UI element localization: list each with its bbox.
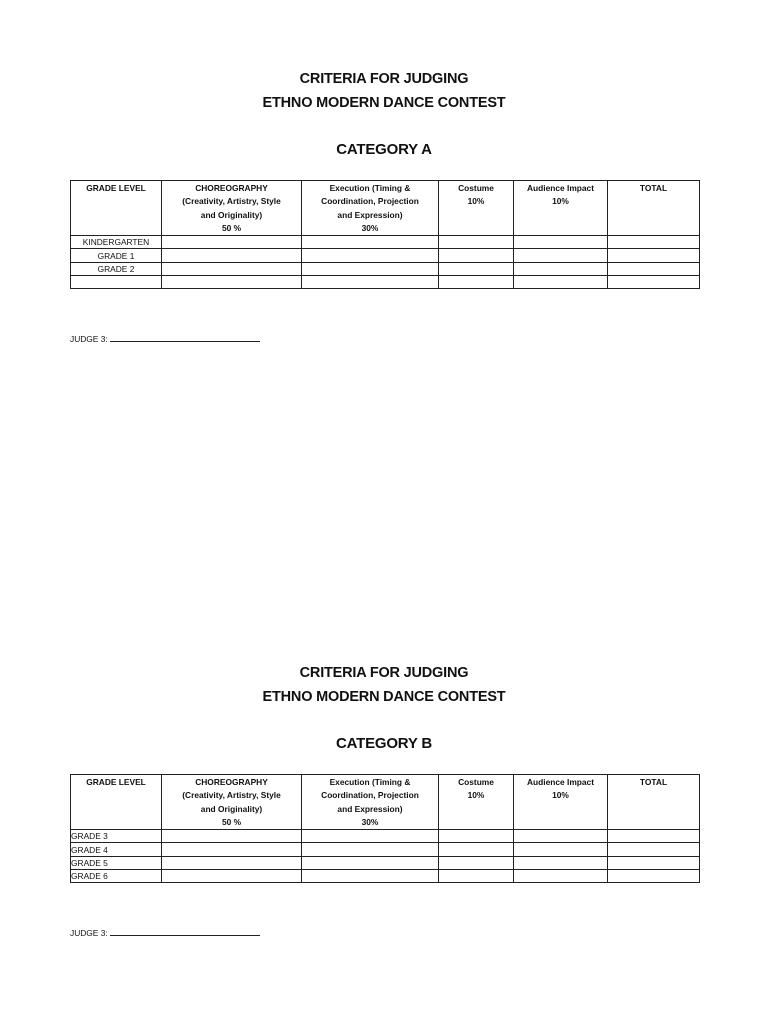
header-total: TOTAL <box>608 181 700 236</box>
audience-score-cell[interactable] <box>514 830 608 843</box>
document-title: CRITERIA FOR JUDGING <box>299 71 469 87</box>
scoring-table <box>70 180 700 289</box>
header-audience-impact: Audience Impact 10% <box>514 181 608 236</box>
header-grade-level: GRADE LEVEL <box>71 775 162 830</box>
audience-score-cell[interactable] <box>514 856 608 869</box>
grade-level-cell: GRADE 4 <box>71 843 162 856</box>
choreography-score-cell[interactable] <box>162 856 302 869</box>
category-heading: CATEGORY B <box>335 735 433 752</box>
header-total: TOTAL <box>608 775 700 830</box>
grade-level-cell: KINDERGARTEN <box>71 236 162 249</box>
judge-signature-line <box>70 927 260 938</box>
header-choreography: CHOREOGRAPHY (Creativity, Artistry, Style and Originality) 50 % <box>162 181 302 236</box>
choreography-score-cell[interactable] <box>162 262 302 275</box>
execution-score-cell[interactable] <box>302 262 439 275</box>
header-choreography: CHOREOGRAPHY (Creativity, Artistry, Style and Originality) 50 % <box>162 775 302 830</box>
total-score-cell[interactable] <box>608 870 700 883</box>
grade-level-cell: GRADE 2 <box>71 262 162 275</box>
total-score-cell[interactable] <box>608 276 700 289</box>
total-score-cell[interactable] <box>608 856 700 869</box>
total-score-cell[interactable] <box>608 262 700 275</box>
choreography-score-cell[interactable] <box>162 843 302 856</box>
grade-level-cell: GRADE 1 <box>71 249 162 262</box>
choreography-score-cell[interactable] <box>162 236 302 249</box>
audience-score-cell[interactable] <box>514 276 608 289</box>
table-row <box>71 843 700 856</box>
total-score-cell[interactable] <box>608 830 700 843</box>
choreography-score-cell[interactable] <box>162 249 302 262</box>
table-row <box>71 870 700 883</box>
table-header-row <box>71 775 700 830</box>
table-row <box>71 236 700 249</box>
costume-score-cell[interactable] <box>439 262 514 275</box>
judge-label: JUDGE 3: <box>70 928 108 938</box>
table-header-row <box>71 181 700 236</box>
table-row <box>71 249 700 262</box>
total-score-cell[interactable] <box>608 249 700 262</box>
costume-score-cell[interactable] <box>439 236 514 249</box>
header-costume: Costume 10% <box>439 181 514 236</box>
judge-signature-line <box>70 333 260 344</box>
audience-score-cell[interactable] <box>514 249 608 262</box>
header-execution: Execution (Timing & Coordination, Projection and Expression) 30% <box>302 181 439 236</box>
costume-score-cell[interactable] <box>439 249 514 262</box>
header-execution: Execution (Timing & Coordination, Projection and Expression) 30% <box>302 775 439 830</box>
signature-blank[interactable] <box>110 927 260 936</box>
scoring-table <box>70 774 700 883</box>
costume-score-cell[interactable] <box>439 870 514 883</box>
costume-score-cell[interactable] <box>439 830 514 843</box>
execution-score-cell[interactable] <box>302 249 439 262</box>
table-row <box>71 262 700 275</box>
table-row <box>71 830 700 843</box>
choreography-score-cell[interactable] <box>162 830 302 843</box>
grade-level-cell: GRADE 5 <box>71 856 162 869</box>
audience-score-cell[interactable] <box>514 870 608 883</box>
header-grade-level: GRADE LEVEL <box>71 181 162 236</box>
contest-name: ETHNO MODERN DANCE CONTEST <box>262 689 506 705</box>
audience-score-cell[interactable] <box>514 236 608 249</box>
execution-score-cell[interactable] <box>302 276 439 289</box>
costume-score-cell[interactable] <box>439 843 514 856</box>
audience-score-cell[interactable] <box>514 843 608 856</box>
document-title: CRITERIA FOR JUDGING <box>299 665 469 681</box>
category-heading: CATEGORY A <box>336 141 432 158</box>
table-row <box>71 276 700 289</box>
grade-level-cell: GRADE 3 <box>71 830 162 843</box>
choreography-score-cell[interactable] <box>162 276 302 289</box>
choreography-score-cell[interactable] <box>162 870 302 883</box>
costume-score-cell[interactable] <box>439 276 514 289</box>
audience-score-cell[interactable] <box>514 262 608 275</box>
grade-level-cell <box>71 276 162 289</box>
header-audience-impact: Audience Impact 10% <box>514 775 608 830</box>
total-score-cell[interactable] <box>608 843 700 856</box>
signature-blank[interactable] <box>110 333 260 342</box>
grade-level-cell: GRADE 6 <box>71 870 162 883</box>
header-costume: Costume 10% <box>439 775 514 830</box>
execution-score-cell[interactable] <box>302 236 439 249</box>
execution-score-cell[interactable] <box>302 843 439 856</box>
execution-score-cell[interactable] <box>302 830 439 843</box>
table-row <box>71 856 700 869</box>
execution-score-cell[interactable] <box>302 856 439 869</box>
judge-label: JUDGE 3: <box>70 334 108 344</box>
costume-score-cell[interactable] <box>439 856 514 869</box>
total-score-cell[interactable] <box>608 236 700 249</box>
execution-score-cell[interactable] <box>302 870 439 883</box>
contest-name: ETHNO MODERN DANCE CONTEST <box>262 95 506 111</box>
